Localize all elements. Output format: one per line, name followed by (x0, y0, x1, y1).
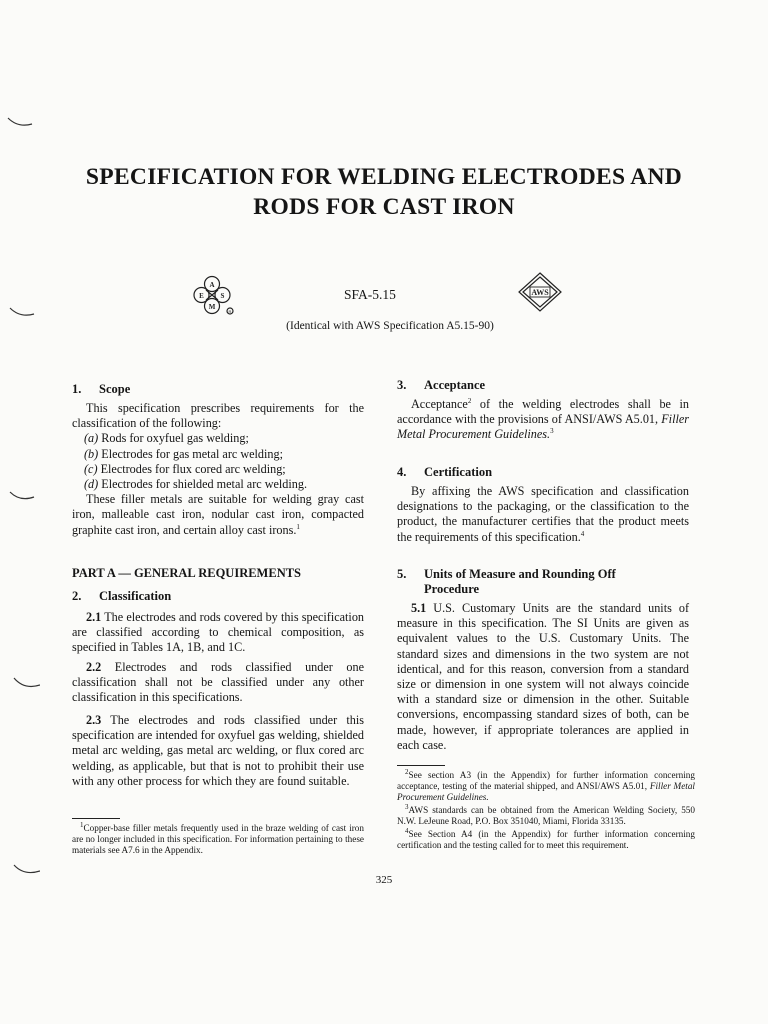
svg-text:A: A (209, 281, 215, 289)
footnote-2: $^2$See section A3 (in the Appendix) for further information concerning acceptance, testing of the material shipped, and ANSI/AWS A5.01, Filler Metal Procurement Guidelines. (397, 767, 695, 802)
scope-closing: These filler metals are suitable for welding gray cast iron, malleable cast iron, nodular cast iron, compacted graphite cast iron, and certain alloy cast irons.$^1$ (72, 492, 364, 537)
section-title: Units of Measure and Rounding Off (424, 567, 616, 581)
paragraph-2-1: 2.1 The electrodes and rods covered by this specification are classified according to chemical composition, as specified in Tables 1A, 1B, and 1C. (72, 610, 365, 655)
section-number: 5. (397, 567, 407, 581)
section-number: 2. (72, 589, 82, 603)
svg-text:AWS: AWS (531, 288, 549, 297)
svg-text:R: R (228, 309, 232, 314)
section-3-heading (397, 378, 485, 393)
footnote-rule (397, 765, 445, 766)
section-number: 3. (397, 378, 407, 392)
document-title-line-2: RODS FOR CAST IRON (253, 194, 515, 220)
scope-item-a: (a) Rods for oxyfuel gas welding; (84, 431, 249, 446)
scope-intro: This specification prescribes requirements for the classification of the following: (72, 401, 364, 431)
page-number: 325 (375, 874, 393, 886)
footnote-ref-4: 4 (580, 529, 585, 538)
section-title: Certification (424, 465, 493, 479)
scope-list (72, 431, 364, 492)
section-title: Classification (99, 589, 172, 603)
paragraph-2-3: 2.3 The electrodes and rods classified under this specification are intended for oxyfuel gas welding, shielded metal arc welding, gas metal arc welding, or flux cored arc welding, as applicable, but that is not to prohibit their use with any other process for which they are found suitable. (72, 713, 364, 788)
scope-item-c: (c) Electrodes for flux cored arc welding; (84, 461, 286, 476)
section-5-heading-line-2: Procedure (424, 582, 480, 596)
section-2-heading (72, 589, 171, 604)
section-3-body: Acceptance$^2$ of the welding electrodes shall be in accordance with the provisions of ANSI/AWS A5.01, Filler Metal Procurement Guidelines.$^3$ (397, 396, 689, 442)
section-4-body: By affixing the AWS specification and classification designations to the packaging, or the classification to the product, the manufacturer certifies that the product meets the requirements of this specification.$^4$ (397, 484, 689, 544)
footnote-ref-2: 2 (467, 396, 472, 405)
asme-boiler-code-seal-icon (192, 274, 242, 320)
section-number: 4. (397, 465, 407, 479)
footnote-1: $^1$Copper-base filler metals frequently used in the braze welding of cast iron are no longer included in this specification. For information pertaining to these materials see A7.6 in the Appendix. (72, 820, 364, 855)
footnote-4: $^4$See Section A4 (in the Appendix) for further information concerning certification and the testing called for to meet this requirement. (397, 826, 695, 850)
section-title: Scope (99, 382, 131, 396)
footnote-ref-1: 1 (296, 522, 300, 531)
footnote-3: $^3$AWS standards can be obtained from the American Welding Society, 550 N.W. LeJeune Road, P.O. Box 351040, Miami, Florida 33135. (397, 802, 695, 826)
section-4-heading (397, 465, 492, 480)
section-5-heading (397, 567, 616, 582)
svg-text:S: S (220, 292, 225, 300)
specification-number: SFA-5.15 (344, 287, 396, 302)
footnote-rule (72, 818, 120, 819)
scope-item-d: (d) Electrodes for shielded metal arc welding. (84, 477, 308, 492)
svg-text:M: M (208, 303, 216, 311)
scope-item-b: (b) Electrodes for gas metal arc welding; (84, 446, 283, 461)
footnote-ref-3: 3 (550, 427, 554, 436)
paragraph-2-2: 2.2 Electrodes and rods classified under one classification shall not be classified under any other classification in this specifications. (72, 660, 364, 705)
section-number: 1. (72, 382, 82, 396)
binder-hole-marks (0, 0, 40, 1024)
aws-diamond-logo-icon (518, 272, 562, 312)
part-a-heading: PART A — GENERAL REQUIREMENTS (72, 566, 302, 580)
footnotes-right (397, 767, 695, 851)
document-title-line-1: SPECIFICATION FOR WELDING ELECTRODES AND (85, 164, 683, 190)
section-title: Acceptance (424, 378, 486, 392)
svg-text:E: E (199, 292, 204, 300)
paragraph-5-1: 5.1 U.S. Customary Units are the standard units of measure in this specification. The SI Units are given as equivalent values to the U.S. Customary Units. The standard sizes and dimensions in the two system are not identical, and for this reason, conversion from a standard size or dimension in one system will not always coincide with a standard size or dimension in the other. Suitable conversions, encompassing standard sizes of both, can be made, however, if appropriate tolerances are applied in each case. (397, 601, 690, 752)
section-1-heading (72, 382, 130, 397)
section-1-body (72, 401, 364, 538)
identical-specification-note: (Identical with AWS Specification A5.15-90) (286, 320, 494, 332)
